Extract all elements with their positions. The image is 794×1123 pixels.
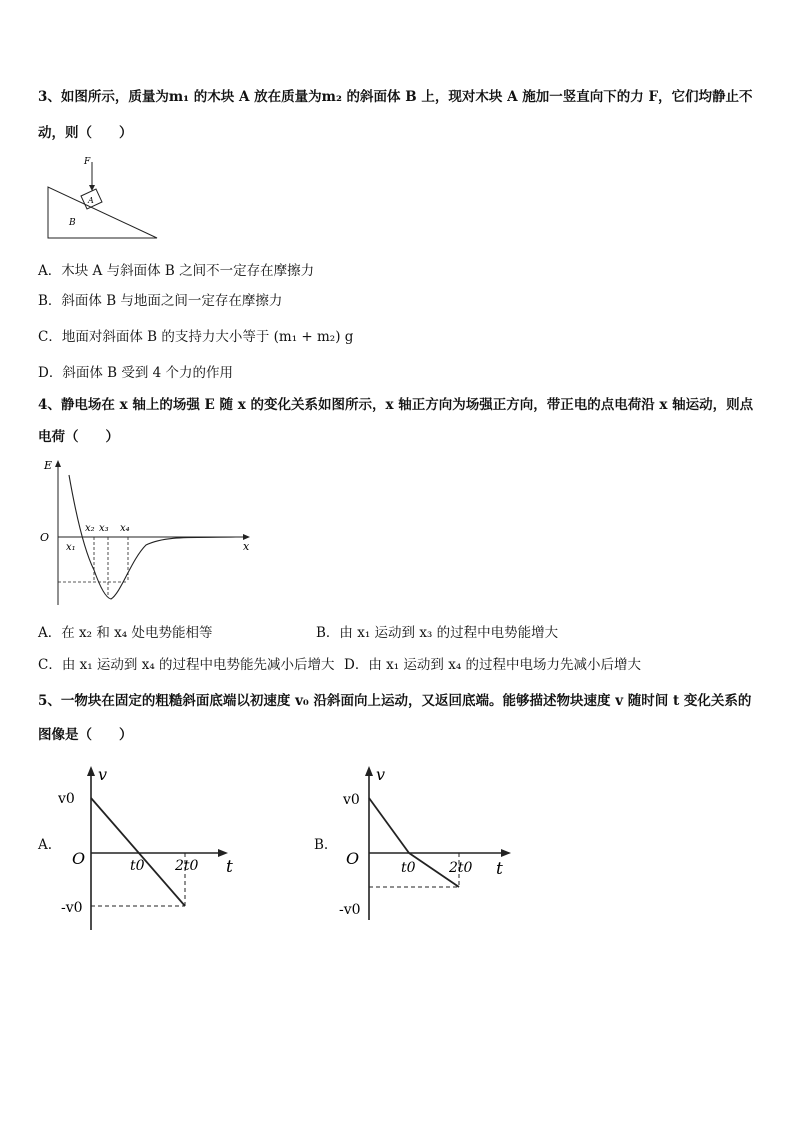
- q4-option-b: B．由 x₁ 运动到 x₃ 的过程中电势能增大: [316, 625, 559, 641]
- q4-option-d: D．由 x₁ 运动到 x₄ 的过程中电场力先减小后增大: [344, 657, 642, 673]
- q3-option-a: A．木块 A 与斜面体 B 之间不一定存在摩擦力: [38, 263, 315, 279]
- force-label: F: [84, 157, 91, 167]
- q5-stem-line1: 5、一物块在固定的粗糙斜面底端以初速度 v₀ 沿斜面向上运动，又返回底端。能够描述物块速度 v 随时间 t 变化关系的: [38, 693, 752, 709]
- x2-label: x₂: [85, 523, 95, 534]
- x3-label: x₃: [99, 523, 109, 534]
- q4-option-c: C．由 x₁ 运动到 x₄ 的过程中电势能先减小后增大: [38, 657, 335, 673]
- q5-stem-line2: 图像是（ ）: [38, 727, 133, 743]
- x-label: x: [243, 540, 250, 553]
- v-label: v: [376, 765, 386, 784]
- origin-label: O: [346, 849, 360, 868]
- q4-stem-line1: 4、静电场在 x 轴上的场强 E 随 x 的变化关系如图所示，x 轴正方向为场强正方向，带正电的点电荷沿 x 轴运动，则点: [38, 397, 754, 413]
- two-t0-label: 2t0: [449, 860, 473, 876]
- q4-graph: [36, 455, 258, 610]
- t-axis-arrow: [501, 849, 511, 857]
- q4-stem-line2: 电荷（ ）: [38, 429, 119, 445]
- t-axis-arrow: [218, 849, 228, 857]
- v-label: v: [98, 765, 108, 784]
- q5-option-b-label: B.: [314, 837, 329, 853]
- x1-label: x₁: [66, 542, 76, 553]
- q5-graph-a: [58, 760, 248, 932]
- q5-graph-b: [336, 760, 526, 925]
- q3-figure: [40, 152, 165, 244]
- v-axis-arrow: [365, 766, 373, 776]
- t-label: t: [226, 857, 233, 877]
- incline-body: [48, 187, 157, 238]
- q3-stem-line2: 动，则（ ）: [38, 125, 133, 141]
- v-axis-arrow: [87, 766, 95, 776]
- v0-label: v0: [343, 792, 360, 808]
- neg-v0-label: -v0: [61, 900, 83, 916]
- incline-label: B: [69, 218, 76, 228]
- x4-label: x₄: [120, 523, 130, 534]
- block-label: A: [88, 196, 94, 205]
- e-axis-arrow: [55, 460, 61, 467]
- q5-option-a-label: A.: [38, 837, 53, 853]
- e-label: E: [44, 459, 53, 472]
- q3-stem-line1: 3、如图所示，质量为m₁ 的木块 A 放在质量为m₂ 的斜面体 B 上，现对木块 A 施加一竖直向下的力 F，它们均静止不: [38, 89, 753, 105]
- velocity-line-up: [369, 798, 409, 853]
- q3-option-b: B．斜面体 B 与地面之间一定存在摩擦力: [38, 293, 283, 309]
- velocity-line: [91, 798, 185, 906]
- q4-option-a: A．在 x₂ 和 x₄ 处电势能相等: [38, 625, 213, 641]
- two-t0-label: 2t0: [175, 858, 199, 874]
- neg-v0-label: -v0: [339, 902, 361, 918]
- t0-label: t0: [401, 860, 416, 876]
- v0-label: v0: [58, 791, 75, 807]
- q3-option-c: C．地面对斜面体 B 的支持力大小等于 (m₁ + m₂) g: [38, 329, 354, 345]
- q3-option-d: D．斜面体 B 受到 4 个力的作用: [38, 365, 233, 381]
- t-label: t: [496, 859, 503, 879]
- origin-label: O: [40, 531, 50, 544]
- t0-label: t0: [130, 858, 145, 874]
- origin-label: O: [72, 849, 86, 868]
